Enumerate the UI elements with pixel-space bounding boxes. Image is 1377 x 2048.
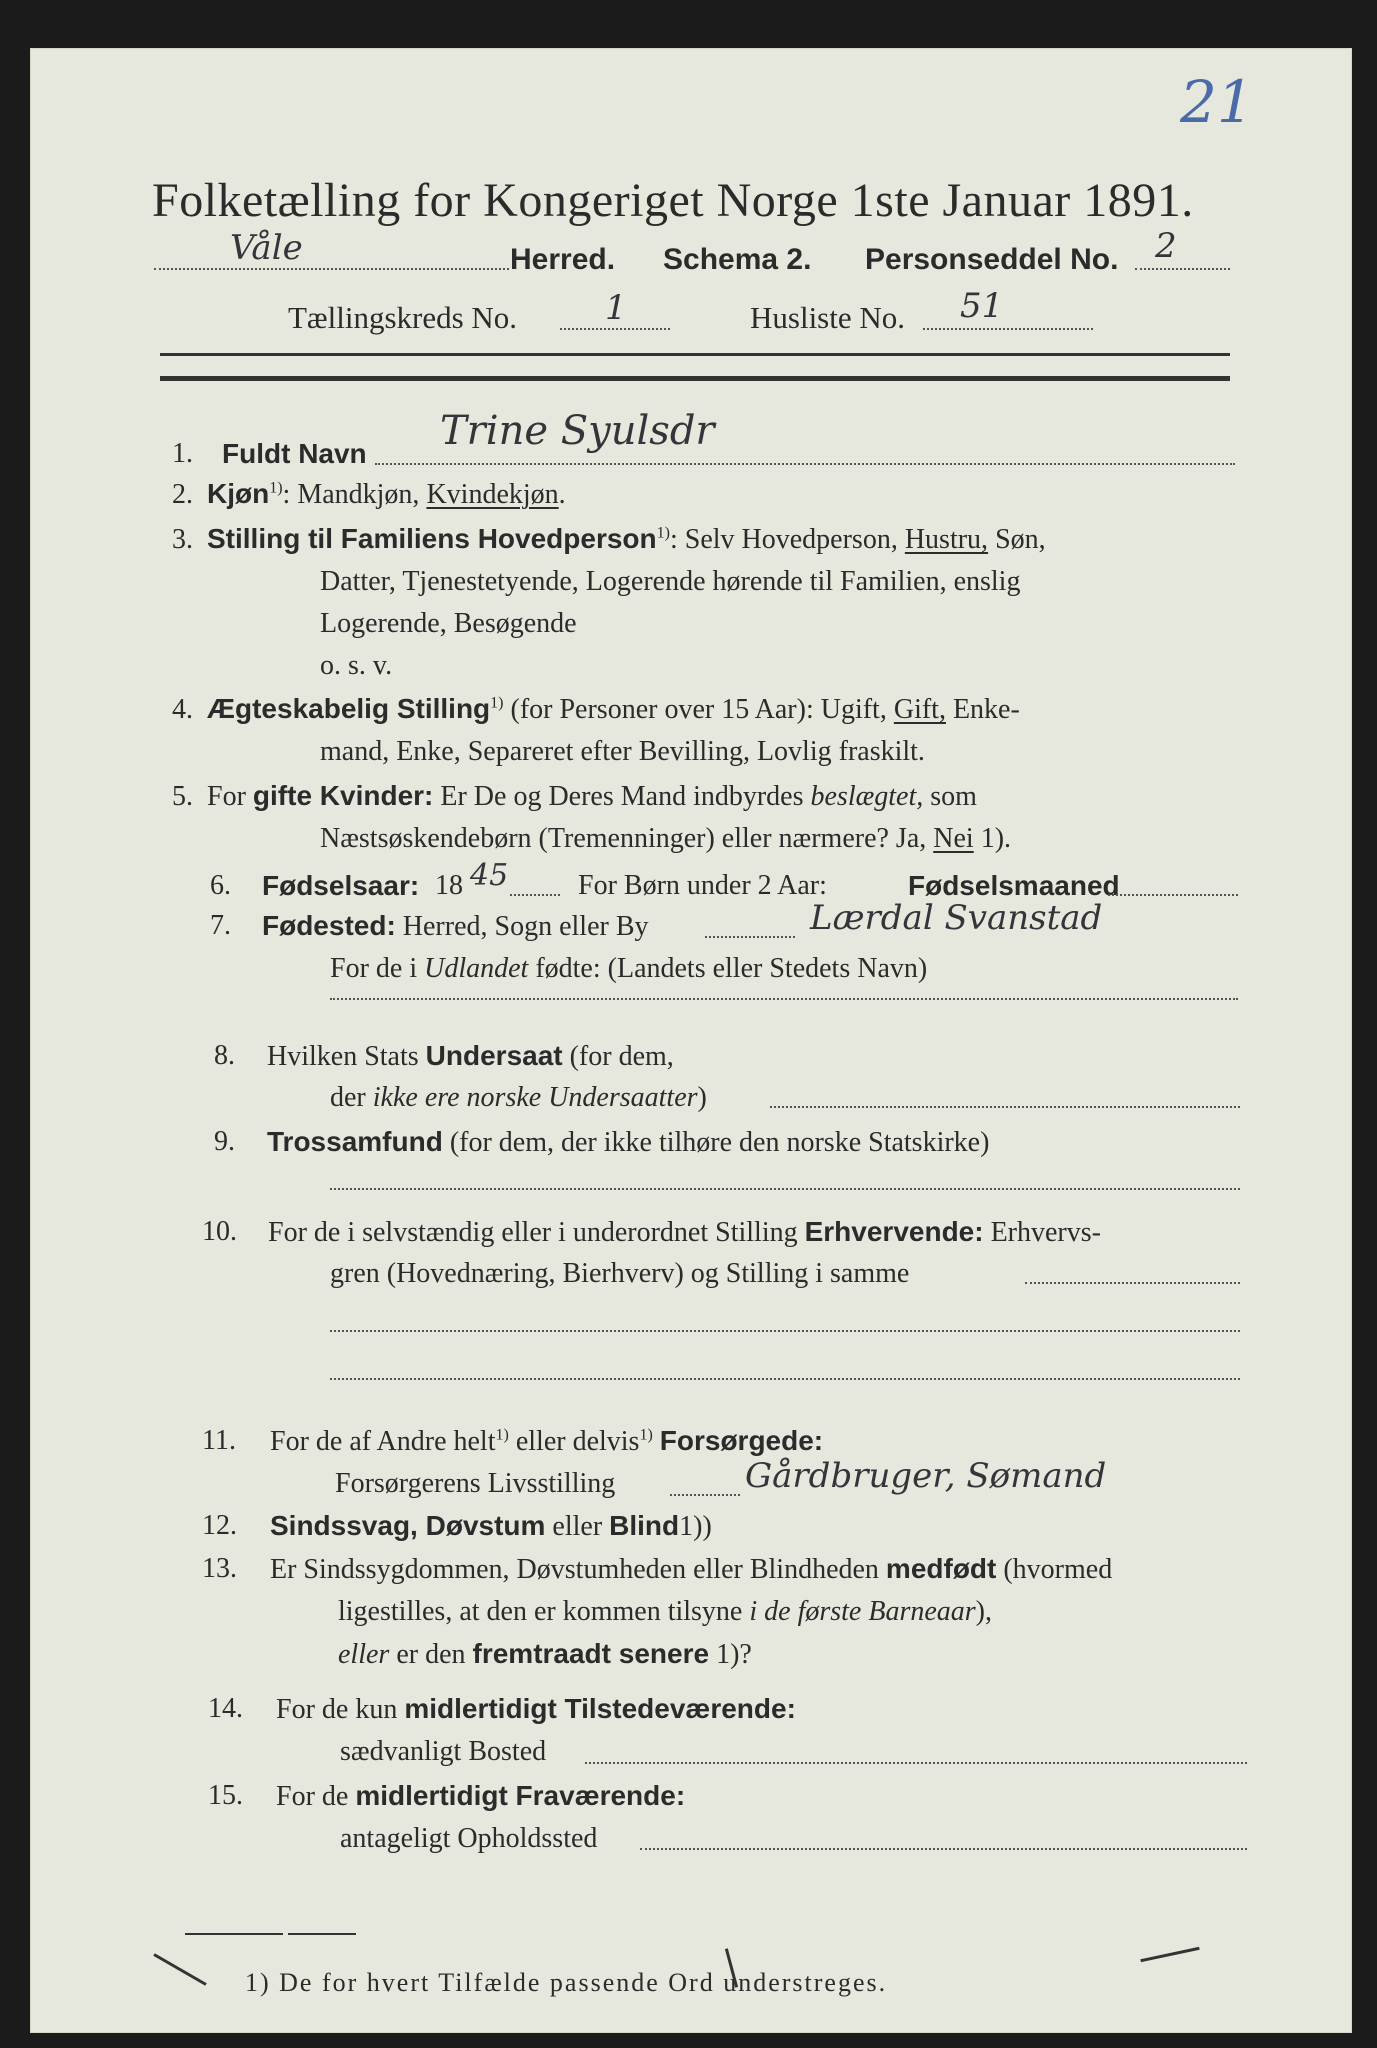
kreds-label: Tællingskreds No. <box>288 300 518 335</box>
field-6-prefix: 18 <box>435 870 463 901</box>
field-2-num: 2. <box>172 479 193 510</box>
field-12-line-1 <box>270 1510 712 1543</box>
field-10-l1a: For de i selvstændig eller i underordnet Stilling <box>268 1217 798 1248</box>
field-8-l2a: der <box>330 1082 366 1113</box>
field-13-l1b: (hvormed <box>1003 1554 1113 1585</box>
husliste-dotline <box>923 328 1093 330</box>
field-8-l2b: ) <box>697 1082 707 1113</box>
field-14-line-1 <box>276 1693 796 1726</box>
field-7-l2i: Udlandet <box>424 953 529 984</box>
field-3-sup: 1) <box>656 524 670 542</box>
field-2-rest: : Mandkjøn, <box>282 479 420 510</box>
field-3-line-4: o. s. v. <box>320 650 393 681</box>
field-13-l2i: i de første Barneaar <box>749 1596 976 1627</box>
field-6-value: 45 <box>470 858 509 893</box>
schema-label: Schema 2. <box>663 243 812 276</box>
field-5-label: gifte Kvinder: <box>252 780 434 811</box>
field-7-l2b: fødte: (Landets eller Stedets Navn) <box>535 953 928 984</box>
kreds-value: 1 <box>605 288 627 328</box>
field-7-line-1 <box>262 910 649 943</box>
field-4-l1a: (for Personer over 15 Aar): Ugift, <box>503 694 887 725</box>
herred-value: Våle <box>230 228 303 268</box>
field-12-mid: eller <box>552 1511 603 1542</box>
kreds-dotline <box>560 328 670 330</box>
field-13-l2a: ligestilles, at den er kommen tilsyne <box>338 1596 743 1627</box>
field-6-dotline <box>510 894 560 896</box>
field-8-l1a: Hvilken Stats <box>267 1041 419 1072</box>
field-3-num: 3. <box>172 524 193 555</box>
field-13-l3a: er den <box>396 1639 466 1670</box>
field-4-underlined: Gift, <box>893 694 946 725</box>
field-1-dotline <box>375 463 1235 465</box>
field-6-num: 6. <box>210 870 231 901</box>
field-13-line-3 <box>338 1638 752 1671</box>
field-8-line-1 <box>267 1040 674 1073</box>
field-6-label2: Fødselsmaaned <box>908 870 1120 901</box>
field-5-l1c: som <box>930 781 977 812</box>
field-5-l2a: Næstsøskendebørn (Tremenninger) eller nærmere? Ja, <box>320 823 927 854</box>
field-8-l2i: ikke ere norske Undersaatter <box>372 1082 698 1113</box>
field-3-label: Stilling til Familiens Hovedperson <box>207 523 657 554</box>
personseddel-label: Personseddel No. <box>865 243 1119 276</box>
field-4-sup: 1) <box>490 694 504 712</box>
field-5-line-2 <box>320 823 1011 855</box>
field-7-dotline <box>705 936 795 938</box>
field-6-label: Fødselsaar: <box>262 870 420 901</box>
field-11-sup-1: 1) <box>495 1426 509 1444</box>
census-form <box>30 48 1352 2033</box>
field-3-l1a: : Selv Hovedperson, <box>669 524 898 555</box>
field-12-label2: Blind <box>609 1510 680 1541</box>
field-1-num: 1. <box>172 438 193 469</box>
corner-mark-right <box>1140 1947 1199 1962</box>
personseddel-value: 2 <box>1155 226 1177 266</box>
field-10-label: Erhvervende: <box>804 1216 984 1247</box>
field-14-line-2: sædvanligt Bosted <box>340 1736 547 1767</box>
field-7-l1: Herred, Sogn eller By <box>402 911 649 942</box>
field-4-num: 4. <box>172 694 193 725</box>
field-7-num: 7. <box>210 910 231 941</box>
field-14-l1a: For de kun <box>276 1694 398 1725</box>
field-11-line-1 <box>270 1425 823 1458</box>
field-15-num: 15. <box>208 1780 243 1811</box>
field-15-line-2: antageligt Opholdssted <box>340 1823 598 1854</box>
field-9-dotline <box>330 1188 1240 1190</box>
field-15-l1a: For de <box>276 1781 349 1812</box>
field-4-label: Ægteskabelig Stilling <box>207 693 491 724</box>
field-4-line-1 <box>172 693 1020 726</box>
field-3-line-3: Logerende, Besøgende <box>320 608 577 639</box>
field-12-end: 1)) <box>679 1511 712 1542</box>
field-12-label: Sindssvag, Døvstum <box>270 1510 546 1541</box>
field-5-l2b: 1). <box>980 823 1012 854</box>
field-4-line-2: mand, Enke, Separeret efter Bevilling, Lovlig fraskilt. <box>320 736 925 767</box>
field-13-l3i: eller <box>338 1639 390 1670</box>
field-5-num: 5. <box>172 781 193 812</box>
field-10-dotline-3 <box>330 1378 1240 1380</box>
header-rule-bottom <box>160 376 1230 381</box>
field-15-line-1 <box>276 1780 685 1813</box>
footnote-rule-1 <box>185 1933 283 1935</box>
field-2-end: . <box>558 479 566 510</box>
field-14-dotline <box>585 1762 1247 1764</box>
field-14-num: 14. <box>208 1693 243 1724</box>
field-13-label2: fremtraadt senere <box>472 1638 710 1669</box>
field-5-underlined: Nei <box>933 823 974 854</box>
field-8-num: 8. <box>214 1040 235 1071</box>
field-11-sup-2: 1) <box>639 1426 653 1444</box>
field-13-label: medfødt <box>885 1553 997 1584</box>
husliste-label: Husliste No. <box>750 300 905 335</box>
field-10-line-1 <box>268 1216 1101 1249</box>
field-8-dotline <box>770 1106 1240 1108</box>
footnote-rule-2 <box>288 1933 356 1935</box>
field-3-underlined: Hustru, <box>904 524 989 555</box>
form-title: Folketælling for Kongeriget Norge 1ste Januar 1891. <box>152 174 1194 227</box>
field-10-line-2: gren (Hovednæring, Bierhverv) og Stilling i samme <box>330 1258 910 1289</box>
field-2-underlined: Kvindekjøn <box>426 479 559 510</box>
field-11-dotline <box>670 1494 740 1496</box>
corner-mark-left <box>153 1953 206 1986</box>
field-8-l1b: (for dem, <box>569 1041 674 1072</box>
field-13-line-2 <box>338 1596 992 1628</box>
husliste-value: 51 <box>960 286 1004 326</box>
field-9-label: Trossamfund <box>267 1126 443 1157</box>
field-10-dotline-1 <box>1025 1282 1240 1284</box>
field-13-l2b: ), <box>975 1596 992 1627</box>
field-15-label: midlertidigt Fraværende: <box>355 1780 686 1811</box>
field-3-line-1 <box>172 523 1046 556</box>
field-11-l1b: eller delvis <box>515 1426 640 1457</box>
field-10-l1b: Erhvervs- <box>990 1217 1101 1248</box>
field-5-line-1 <box>172 780 977 813</box>
field-5-l1i: beslægtet, <box>810 781 924 812</box>
field-7-label: Fødested: <box>262 910 396 941</box>
personseddel-dotline <box>1135 268 1230 270</box>
field-5-l1a: For <box>207 781 246 812</box>
field-4-l1b: Enke- <box>952 694 1020 725</box>
field-7-foreign-dotline <box>330 998 1238 1000</box>
field-13-l1a: Er Sindssygdommen, Døvstumheden eller Blindheden <box>270 1554 879 1585</box>
field-11-l1a: For de af Andre helt <box>270 1426 496 1457</box>
field-1-value: Trine Syulsdr <box>440 408 715 454</box>
field-9-line-1 <box>267 1126 989 1159</box>
field-12-num: 12. <box>202 1510 237 1541</box>
field-6-month-dotline <box>1108 894 1238 896</box>
field-8-line-2 <box>330 1082 707 1114</box>
field-14-label: midlertidigt Tilstedeværende: <box>404 1693 796 1724</box>
field-5-l1b: Er De og Deres Mand indbyrdes <box>440 781 804 812</box>
field-11-line-2: Forsørgerens Livsstilling <box>335 1468 616 1499</box>
field-3-l1b: Søn, <box>995 524 1046 555</box>
field-13-l3b: 1)? <box>716 1639 752 1670</box>
field-7-l2a: For de i <box>330 953 418 984</box>
field-13-num: 13. <box>202 1553 237 1584</box>
field-8-label: Undersaat <box>425 1040 563 1071</box>
field-10-num: 10. <box>202 1216 237 1247</box>
field-7-line-2 <box>330 953 927 985</box>
field-11-value: Gårdbruger, Sømand <box>745 1456 1107 1496</box>
field-2-label: Kjøn <box>207 478 270 509</box>
field-9-num: 9. <box>214 1126 235 1157</box>
field-6-mid: For Børn under 2 Aar: <box>578 870 827 901</box>
footnote: 1) De for hvert Tilfælde passende Ord understreges. <box>245 1968 888 1997</box>
field-15-dotline <box>640 1848 1247 1850</box>
field-10-dotline-2 <box>330 1330 1240 1332</box>
field-13-line-1 <box>270 1553 1112 1586</box>
page-number: 21 <box>1180 68 1254 136</box>
herred-label: Herred. <box>510 243 616 276</box>
field-9-rest: (for dem, der ikke tilhøre den norske Statskirke) <box>449 1127 990 1158</box>
field-3-line-2: Datter, Tjenestetyende, Logerende hørende til Familien, enslig <box>320 566 1021 597</box>
field-1-label: Fuldt Navn <box>222 438 367 469</box>
header-rule-top <box>160 353 1230 356</box>
field-11-label: Forsørgede: <box>659 1425 824 1456</box>
herred-dotline <box>154 268 509 270</box>
field-2 <box>172 478 566 511</box>
field-7-value: Lærdal Svanstad <box>810 898 1103 938</box>
field-11-num: 11. <box>202 1425 236 1456</box>
field-2-sup: 1) <box>269 479 283 497</box>
